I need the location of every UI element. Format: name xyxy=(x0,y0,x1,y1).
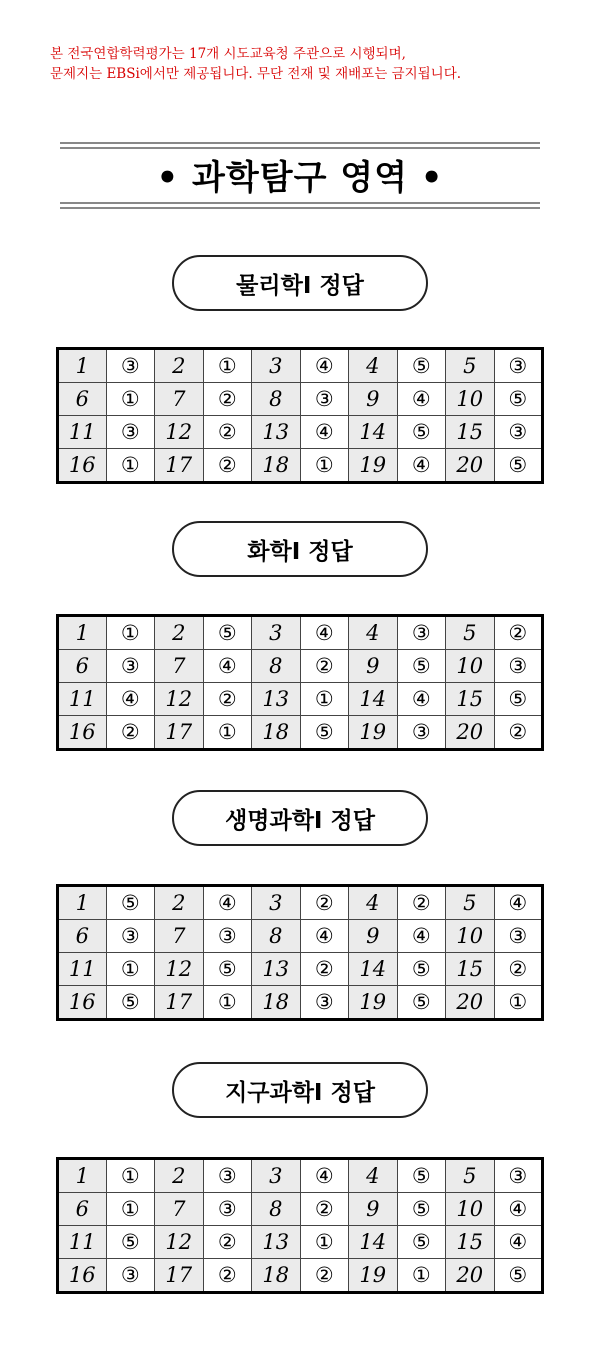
question-number: 2 xyxy=(155,616,204,650)
answer-choice: ④ xyxy=(494,1226,543,1259)
question-number: 19 xyxy=(349,716,398,750)
answer-choice: ③ xyxy=(203,920,252,953)
answer-choice: ⑤ xyxy=(397,650,446,683)
table-row xyxy=(58,416,543,449)
question-number: 7 xyxy=(155,383,204,416)
question-number: 9 xyxy=(349,1193,398,1226)
question-number: 7 xyxy=(155,1193,204,1226)
question-number: 5 xyxy=(446,349,495,383)
question-number: 4 xyxy=(349,616,398,650)
answer-choice: ② xyxy=(300,1193,349,1226)
question-number: 8 xyxy=(252,650,301,683)
answer-choice: ③ xyxy=(494,1159,543,1193)
answer-choice: ② xyxy=(300,886,349,920)
answer-choice: ⑤ xyxy=(106,986,155,1020)
notice-line-1: 본 전국연합학력평가는 17개 시도교육청 주관으로 시행되며, xyxy=(50,46,406,62)
question-number: 13 xyxy=(252,1226,301,1259)
answer-choice: ④ xyxy=(494,886,543,920)
question-number: 5 xyxy=(446,1159,495,1193)
table-row xyxy=(58,886,543,920)
answer-choice: ② xyxy=(203,449,252,483)
answer-choice: ① xyxy=(300,683,349,716)
question-number: 15 xyxy=(446,416,495,449)
question-number: 20 xyxy=(446,449,495,483)
answer-choice: ② xyxy=(106,716,155,750)
question-number: 20 xyxy=(446,986,495,1020)
question-number: 8 xyxy=(252,383,301,416)
question-number: 17 xyxy=(155,716,204,750)
question-number: 5 xyxy=(446,616,495,650)
table-row xyxy=(58,383,543,416)
section-title: 화학Ⅰ 정답 xyxy=(172,521,428,577)
question-number: 8 xyxy=(252,1193,301,1226)
answer-choice: ③ xyxy=(106,416,155,449)
question-number: 1 xyxy=(58,616,107,650)
question-number: 7 xyxy=(155,920,204,953)
answer-choice: ② xyxy=(203,383,252,416)
answer-choice: ⑤ xyxy=(494,383,543,416)
answer-choice: ③ xyxy=(203,1193,252,1226)
answer-choice: ① xyxy=(397,1259,446,1293)
title-bottom-rule xyxy=(60,202,540,209)
question-number: 17 xyxy=(155,1259,204,1293)
question-number: 15 xyxy=(446,1226,495,1259)
question-number: 15 xyxy=(446,683,495,716)
answer-choice: ④ xyxy=(203,650,252,683)
question-number: 9 xyxy=(349,650,398,683)
question-number: 12 xyxy=(155,953,204,986)
answer-choice: ⑤ xyxy=(203,953,252,986)
answer-choice: ② xyxy=(203,416,252,449)
question-number: 12 xyxy=(155,1226,204,1259)
answer-choice: ④ xyxy=(397,920,446,953)
answer-choice: ⑤ xyxy=(397,986,446,1020)
answer-choice: ② xyxy=(203,1226,252,1259)
question-number: 3 xyxy=(252,1159,301,1193)
answer-choice: ③ xyxy=(300,986,349,1020)
answer-choice: ⑤ xyxy=(203,616,252,650)
table-row xyxy=(58,1226,543,1259)
answer-choice: ① xyxy=(203,986,252,1020)
answer-choice: ⑤ xyxy=(494,449,543,483)
question-number: 1 xyxy=(58,886,107,920)
question-number: 2 xyxy=(155,349,204,383)
answer-choice: ② xyxy=(300,650,349,683)
table-row xyxy=(58,920,543,953)
question-number: 12 xyxy=(155,683,204,716)
question-number: 15 xyxy=(446,953,495,986)
question-number: 11 xyxy=(58,416,107,449)
question-number: 13 xyxy=(252,953,301,986)
question-number: 20 xyxy=(446,716,495,750)
answer-choice: ⑤ xyxy=(106,1226,155,1259)
table-row xyxy=(58,1159,543,1193)
answer-choice: ③ xyxy=(106,920,155,953)
answer-choice: ⑤ xyxy=(106,886,155,920)
question-number: 10 xyxy=(446,650,495,683)
question-number: 14 xyxy=(349,683,398,716)
page-title: • 과학탐구 영역 • xyxy=(156,158,444,198)
question-number: 2 xyxy=(155,1159,204,1193)
question-number: 13 xyxy=(252,416,301,449)
answer-choice: ③ xyxy=(494,416,543,449)
notice-line-2: 문제지는 EBSi에서만 제공됩니다. 무단 전재 및 재배포는 금지됩니다. xyxy=(50,66,462,82)
answer-choice: ④ xyxy=(106,683,155,716)
answer-choice: ③ xyxy=(203,1159,252,1193)
answer-choice: ② xyxy=(494,716,543,750)
question-number: 17 xyxy=(155,449,204,483)
question-number: 2 xyxy=(155,886,204,920)
question-number: 1 xyxy=(58,1159,107,1193)
answer-choice: ① xyxy=(106,1159,155,1193)
question-number: 18 xyxy=(252,986,301,1020)
answer-choice: ④ xyxy=(494,1193,543,1226)
answer-choice: ② xyxy=(203,1259,252,1293)
question-number: 18 xyxy=(252,716,301,750)
answer-choice: ④ xyxy=(300,1159,349,1193)
answer-choice: ③ xyxy=(494,349,543,383)
table-row xyxy=(58,1193,543,1226)
question-number: 19 xyxy=(349,1259,398,1293)
answer-choice: ③ xyxy=(106,650,155,683)
answer-choice: ① xyxy=(300,1226,349,1259)
table-row xyxy=(58,616,543,650)
answer-choice: ③ xyxy=(494,920,543,953)
question-number: 11 xyxy=(58,1226,107,1259)
question-number: 3 xyxy=(252,616,301,650)
copyright-notice xyxy=(50,44,570,84)
answer-choice: ① xyxy=(106,953,155,986)
answer-choice: ③ xyxy=(494,650,543,683)
answer-choice: ③ xyxy=(397,716,446,750)
table-row xyxy=(58,349,543,383)
answer-choice: ④ xyxy=(397,383,446,416)
answer-choice: ⑤ xyxy=(494,1259,543,1293)
question-number: 6 xyxy=(58,383,107,416)
question-number: 9 xyxy=(349,383,398,416)
question-number: 18 xyxy=(252,449,301,483)
answer-choice: ④ xyxy=(397,683,446,716)
table-row xyxy=(58,683,543,716)
answer-choice: ⑤ xyxy=(397,1159,446,1193)
question-number: 11 xyxy=(58,683,107,716)
answer-choice: ④ xyxy=(300,616,349,650)
question-number: 9 xyxy=(349,920,398,953)
question-number: 16 xyxy=(58,1259,107,1293)
question-number: 16 xyxy=(58,986,107,1020)
table-row xyxy=(58,449,543,483)
question-number: 5 xyxy=(446,886,495,920)
question-number: 18 xyxy=(252,1259,301,1293)
table-row xyxy=(58,953,543,986)
question-number: 19 xyxy=(349,449,398,483)
question-number: 16 xyxy=(58,716,107,750)
question-number: 8 xyxy=(252,920,301,953)
answer-table xyxy=(56,1157,544,1294)
table-row xyxy=(58,716,543,750)
question-number: 13 xyxy=(252,683,301,716)
question-number: 19 xyxy=(349,986,398,1020)
section-title: 물리학Ⅰ 정답 xyxy=(172,255,428,311)
section-title: 지구과학Ⅰ 정답 xyxy=(172,1062,428,1118)
question-number: 3 xyxy=(252,886,301,920)
question-number: 1 xyxy=(58,349,107,383)
question-number: 4 xyxy=(349,1159,398,1193)
answer-choice: ② xyxy=(300,1259,349,1293)
question-number: 4 xyxy=(349,886,398,920)
title-top-rule xyxy=(60,142,540,149)
question-number: 3 xyxy=(252,349,301,383)
answer-choice: ④ xyxy=(300,920,349,953)
answer-choice: ④ xyxy=(203,886,252,920)
answer-choice: ⑤ xyxy=(397,416,446,449)
question-number: 14 xyxy=(349,1226,398,1259)
answer-choice: ⑤ xyxy=(397,1226,446,1259)
table-row xyxy=(58,650,543,683)
answer-table xyxy=(56,347,544,484)
answer-choice: ⑤ xyxy=(300,716,349,750)
answer-choice: ② xyxy=(494,953,543,986)
answer-choice: ① xyxy=(106,383,155,416)
question-number: 11 xyxy=(58,953,107,986)
question-number: 10 xyxy=(446,1193,495,1226)
answer-choice: ① xyxy=(106,616,155,650)
answer-choice: ④ xyxy=(300,416,349,449)
question-number: 6 xyxy=(58,920,107,953)
answer-choice: ④ xyxy=(397,449,446,483)
answer-choice: ③ xyxy=(106,349,155,383)
answer-choice: ⑤ xyxy=(397,349,446,383)
section-title: 생명과학Ⅰ 정답 xyxy=(172,790,428,846)
question-number: 10 xyxy=(446,920,495,953)
question-number: 12 xyxy=(155,416,204,449)
answer-choice: ③ xyxy=(300,383,349,416)
table-row xyxy=(58,1259,543,1293)
question-number: 6 xyxy=(58,650,107,683)
question-number: 6 xyxy=(58,1193,107,1226)
question-number: 20 xyxy=(446,1259,495,1293)
answer-choice: ⑤ xyxy=(397,1193,446,1226)
question-number: 16 xyxy=(58,449,107,483)
answer-choice: ① xyxy=(106,1193,155,1226)
answer-table xyxy=(56,884,544,1021)
question-number: 10 xyxy=(446,383,495,416)
answer-choice: ① xyxy=(494,986,543,1020)
answer-choice: ② xyxy=(494,616,543,650)
answer-choice: ① xyxy=(300,449,349,483)
answer-table xyxy=(56,614,544,751)
answer-choice: ② xyxy=(203,683,252,716)
question-number: 7 xyxy=(155,650,204,683)
question-number: 14 xyxy=(349,416,398,449)
answer-choice: ① xyxy=(203,716,252,750)
answer-choice: ① xyxy=(106,449,155,483)
table-row xyxy=(58,986,543,1020)
answer-choice: ② xyxy=(300,953,349,986)
answer-choice: ④ xyxy=(300,349,349,383)
answer-choice: ⑤ xyxy=(494,683,543,716)
answer-choice: ③ xyxy=(397,616,446,650)
question-number: 4 xyxy=(349,349,398,383)
answer-choice: ⑤ xyxy=(397,953,446,986)
question-number: 17 xyxy=(155,986,204,1020)
answer-choice: ① xyxy=(203,349,252,383)
answer-choice: ③ xyxy=(106,1259,155,1293)
answer-choice: ② xyxy=(397,886,446,920)
question-number: 14 xyxy=(349,953,398,986)
